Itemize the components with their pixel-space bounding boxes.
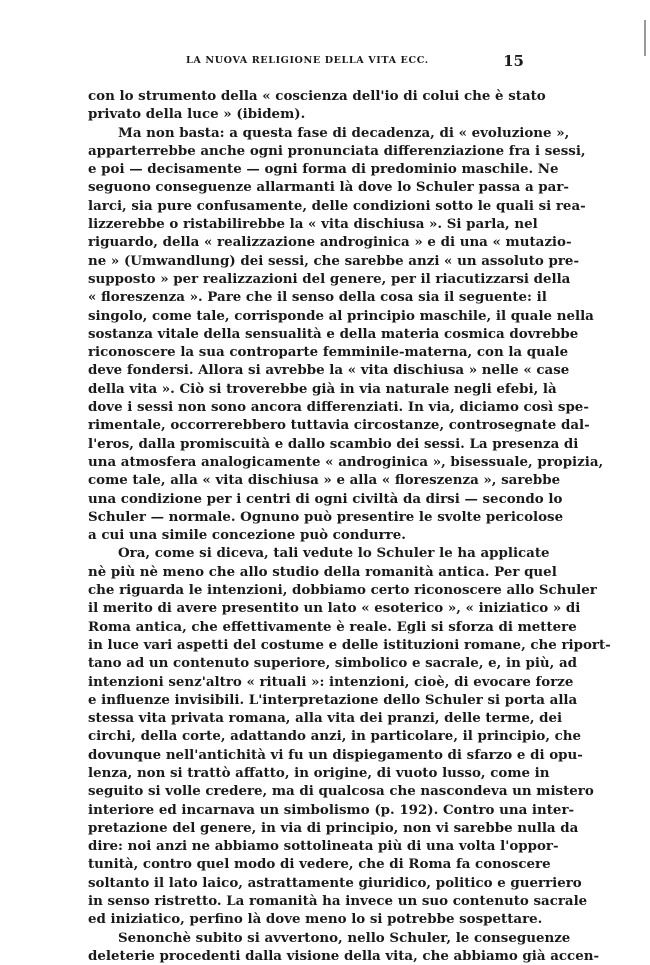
text-line: riconoscere la sua controparte femminile-materna, con la quale bbox=[88, 344, 569, 361]
text-line: sostanza vitale della sensualità e della materia cosmica dovrebbe bbox=[88, 325, 579, 342]
text-line: con lo strumento della « coscienza dell'io di colui che è stato bbox=[88, 88, 546, 104]
text-line: ne » (Umwandlung) dei sessi, che sarebbe anzi « un assoluto pre- bbox=[88, 252, 580, 269]
text-line: deve fondersi. Allora si avrebbe la « vita dischiusa » nelle « case bbox=[88, 362, 570, 379]
text-line: intenzioni senz'altro « rituali »: intenzioni, cioè, di evocare forze bbox=[88, 673, 574, 690]
text-line: Ma non basta: a questa fase di decadenza, di « evoluzione », bbox=[118, 124, 570, 141]
text-line: una atmosfera analogicamente « androginica », bisessuale, propizia, bbox=[88, 453, 604, 470]
text-line: dire: noi anzi ne abbiamo sottolineata più di una volta l'oppor- bbox=[88, 838, 559, 855]
text-line: rimentale, occorrerebbero tuttavia circostanze, controsegnate dal- bbox=[88, 417, 590, 434]
text-line: e influenze invisibili. L'interpretazione dello Schuler si porta alla bbox=[88, 691, 578, 708]
text-line: tano ad un contenuto superiore, simbolico e sacrale, e, in più, ad bbox=[88, 655, 578, 672]
text-line: a cui una simile concezione può condurre. bbox=[88, 527, 406, 544]
text-line: una condizione per i centri di ogni civiltà da dirsi — secondo lo bbox=[88, 490, 563, 507]
text-line: il merito di avere presentito un lato « esoterico », « iniziatico » di bbox=[88, 600, 581, 617]
text-line: e poi — decisamente — ogni forma di predominio maschile. Ne bbox=[88, 161, 559, 178]
text-line: che riguarda le intenzioni, dobbiamo certo riconoscere allo Schuler bbox=[88, 582, 597, 599]
text-line: come tale, alla « vita dischiusa » e alla « floreszenza », sarebbe bbox=[88, 472, 561, 489]
text-line: circhi, della corte, adattando anzi, in particolare, il principio, che bbox=[88, 728, 582, 745]
text-line: ed iniziatico, perfino là dove meno lo si potrebbe sospettare. bbox=[88, 911, 543, 928]
text-line: Senonchè subito si avvertono, nello Schuler, le conseguenze bbox=[118, 929, 571, 946]
text-line: stessa vita privata romana, alla vita dei pranzi, delle terme, dei bbox=[88, 710, 563, 727]
text-line: l'eros, dalla promiscuità e dallo scambio dei sessi. La presenza di bbox=[88, 435, 579, 452]
text-line: seguono conseguenze allarmanti là dove lo Schuler passa a par- bbox=[88, 179, 569, 196]
text-line: lizzerebbe o ristabilirebbe la « vita dischiusa ». Si parla, nel bbox=[88, 216, 538, 233]
page-number: 15 bbox=[503, 52, 524, 70]
text-line: in luce vari aspetti del costume e delle istituzioni romane, che riport- bbox=[88, 636, 611, 653]
text-line: privato della luce » (ibidem). bbox=[88, 106, 306, 123]
body-text bbox=[88, 87, 611, 965]
running-head bbox=[88, 52, 524, 74]
text-line: lenza, non si trattò affatto, in origine, di vuoto lusso, come in bbox=[88, 764, 550, 781]
text-line: nè più nè meno che allo studio della romanità antica. Per quel bbox=[88, 563, 557, 580]
text-line: Ora, come si diceva, tali vedute lo Schuler le ha applicate bbox=[118, 545, 550, 562]
page-edge-mark bbox=[644, 20, 646, 56]
text-line: pretazione del genere, in via di principio, non vi sarebbe nulla da bbox=[88, 819, 579, 836]
running-title: LA NUOVA RELIGIONE DELLA VITA ECC. bbox=[186, 55, 429, 66]
text-line: in senso ristretto. La romanità ha invece un suo contenuto sacrale bbox=[88, 893, 588, 910]
text-line: dovunque nell'antichità vi fu un dispiegamento di sfarzo e di opu- bbox=[88, 746, 583, 763]
text-line: interiore ed incarnava un simbolismo (p. 192). Contro una inter- bbox=[88, 801, 575, 818]
text-line: singolo, come tale, corrisponde al principio maschile, il quale nella bbox=[88, 307, 594, 324]
text-line: tunità, contro quel modo di vedere, che di Roma fa conoscere bbox=[88, 856, 551, 873]
text-line: soltanto il lato laico, astrattamente giuridico, politico e guerriero bbox=[88, 874, 582, 891]
text-line: dove i sessi non sono ancora differenziati. In via, diciamo così spe- bbox=[88, 399, 589, 416]
text-line: deleterie procedenti dalla visione della vita, che abbiamo già accen- bbox=[88, 947, 600, 964]
text-line: « floreszenza ». Pare che il senso della cosa sia il seguente: il bbox=[88, 289, 547, 306]
text-line: larci, sia pure confusamente, delle condizioni sotto le quali si rea- bbox=[88, 197, 586, 214]
text-line: supposto » per realizzazioni del genere, per il riacutizzarsi della bbox=[88, 270, 571, 287]
text-line: apparterrebbe anche ogni pronunciata differenziazione fra i sessi, bbox=[88, 142, 586, 159]
text-line: Roma antica, che effettivamente è reale. Egli si sforza di mettere bbox=[88, 618, 577, 635]
text-line: Schuler — normale. Ognuno può presentire le svolte pericolose bbox=[88, 508, 564, 525]
text-line: della vita ». Ciò si troverebbe già in via naturale negli efebi, là bbox=[88, 380, 557, 397]
text-line: seguito si volle credere, ma di qualcosa che nascondeva un mistero bbox=[88, 783, 594, 800]
text-line: riguardo, della « realizzazione androginica » e di una « mutazio- bbox=[88, 234, 572, 251]
